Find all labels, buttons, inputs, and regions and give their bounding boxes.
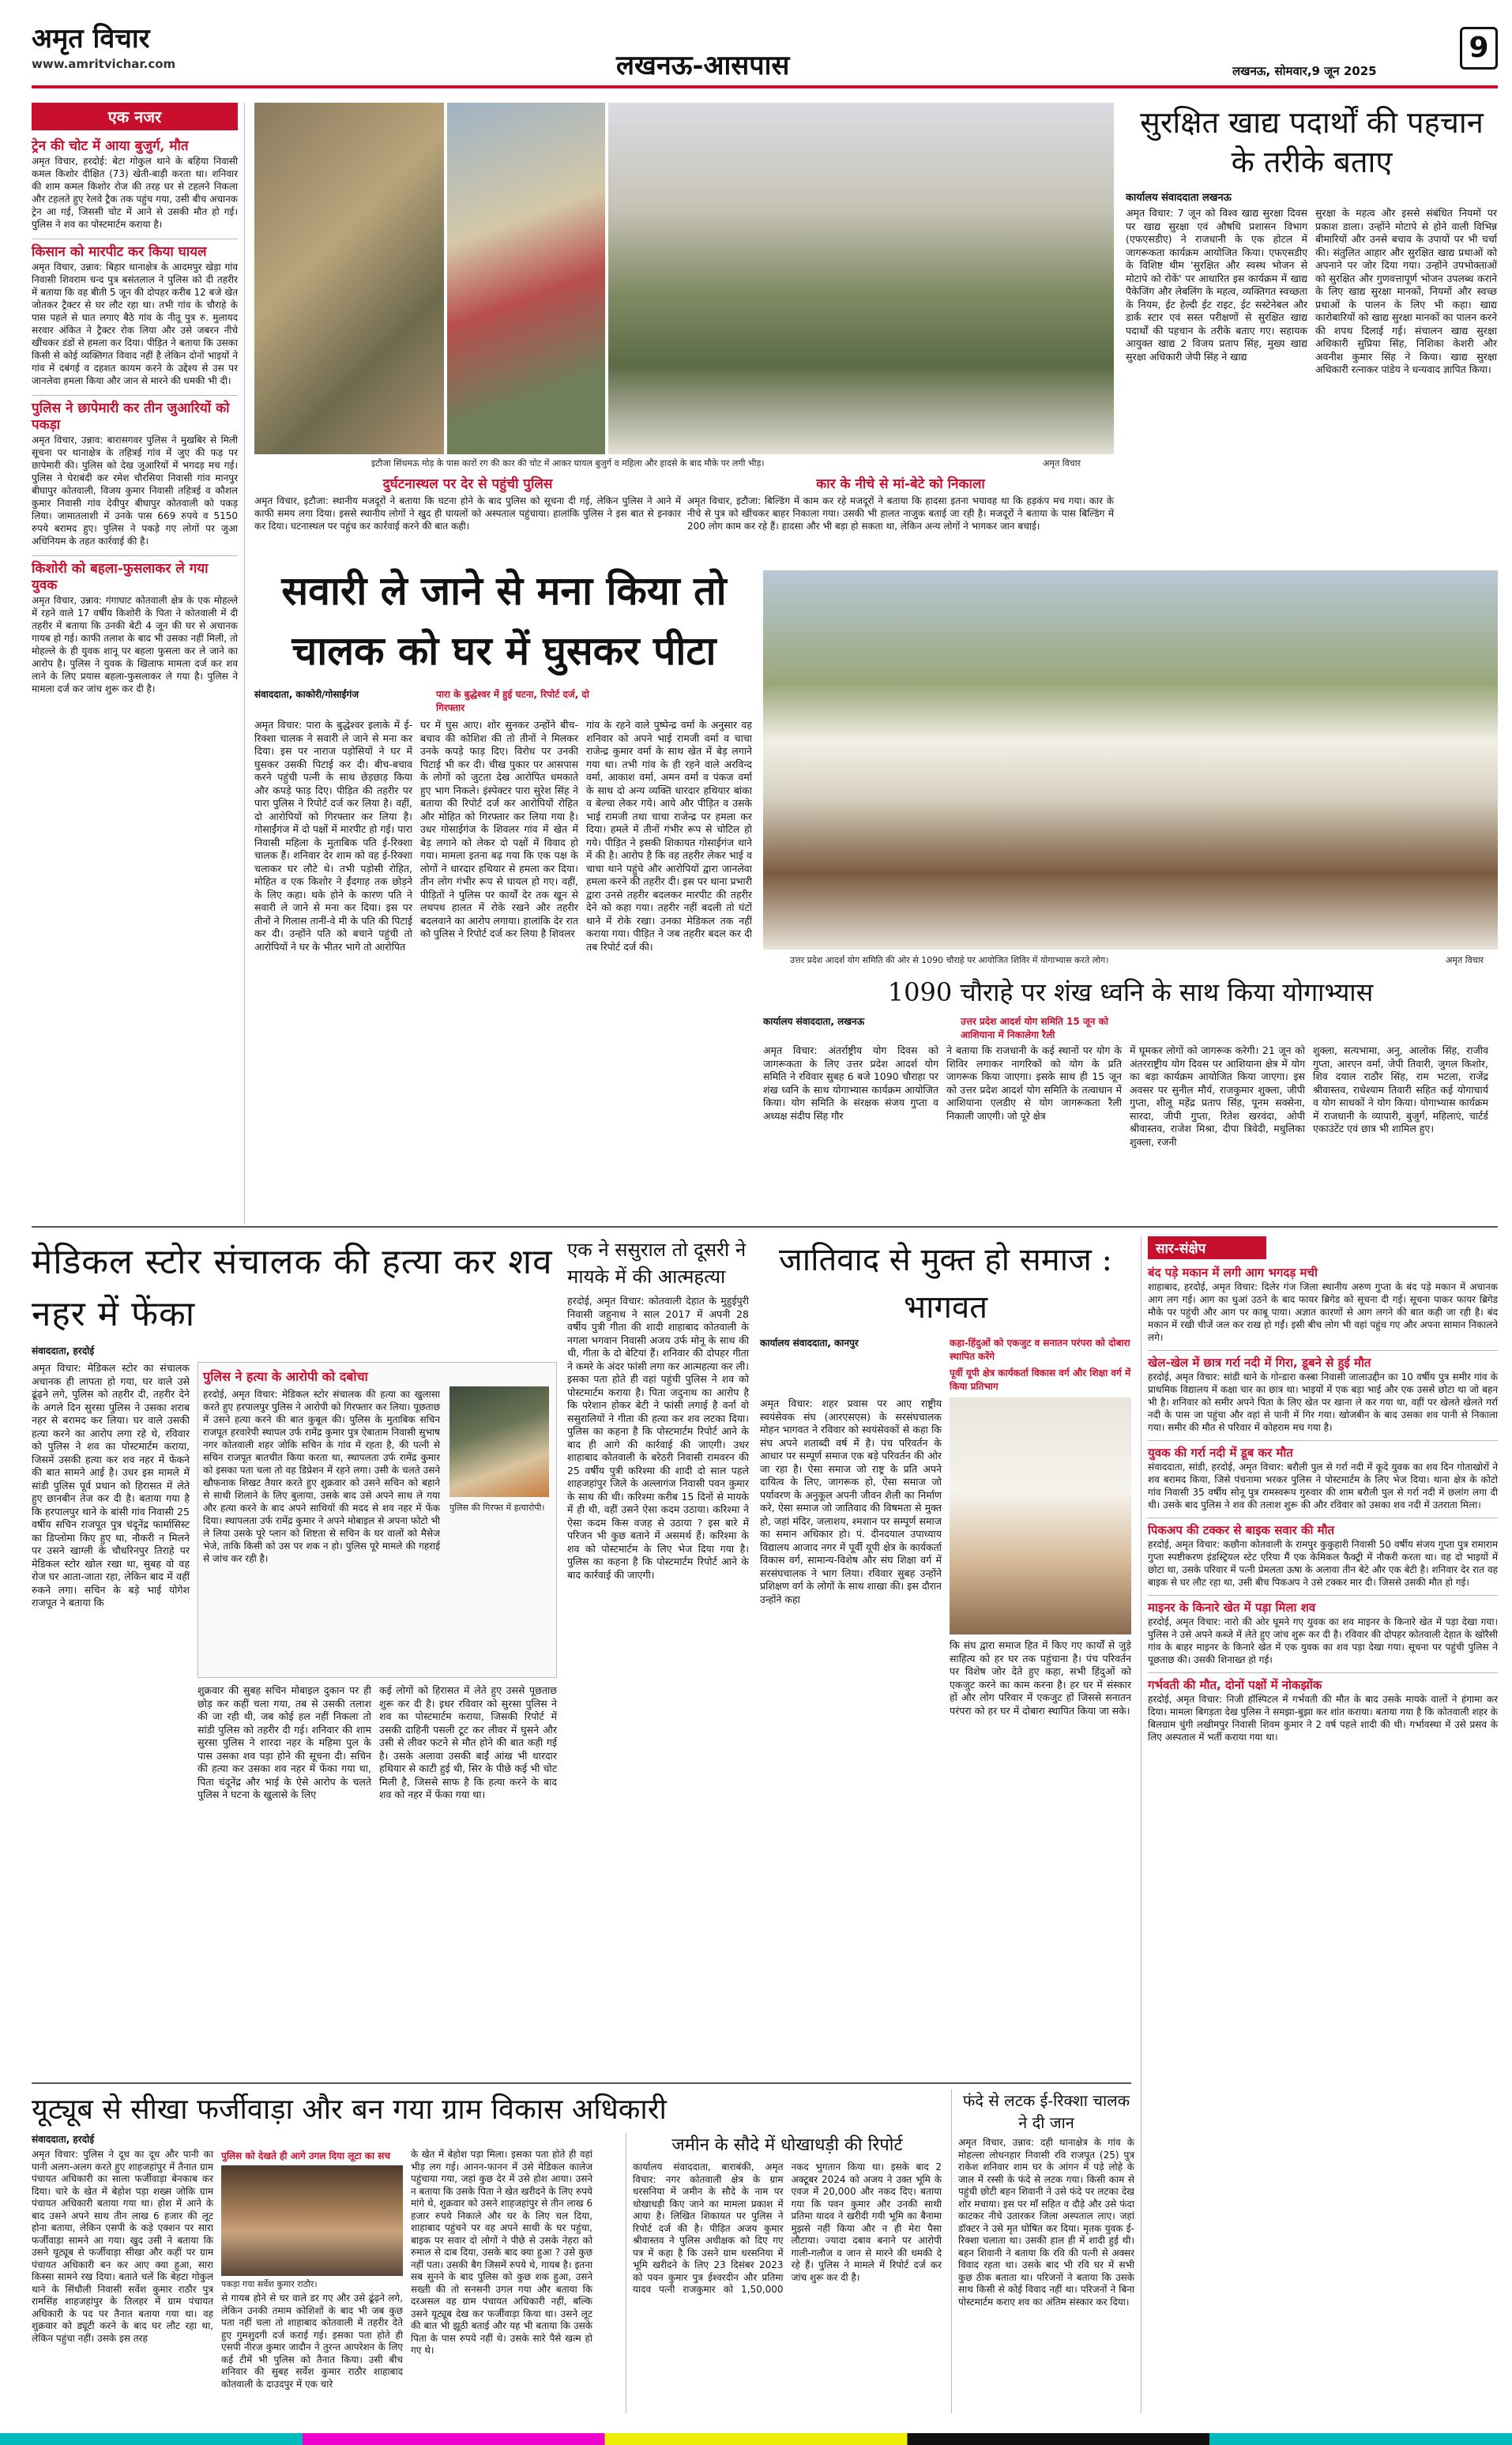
brief-mother-son: [687, 474, 1114, 532]
ek-nazar-label: एक नजर: [32, 103, 238, 130]
brief-police-late: [254, 474, 681, 532]
photo-accident-crowd: [608, 103, 1114, 454]
photo-bhagwat: [950, 1397, 1131, 1634]
news-body: हरदोई, अमृत विचार: निजी हॉस्पिटल में गर्भवती की मौत के बाद उसके मायके वालों ने हंगामा कर दिया। मामला बिगड़ता देख पुलिस ने समझा-बुझा कर शांत कराया। बताया गया है कि कोतवाली शहर के बिलग्राम चुंगी लखीमपुर निवासी शिवम कुमार ने 2 वर्ष पहले शादी की थी। गर्भावस्था में उसे प्रसव के लिए अस्पताल में भर्ती कराया गया था।: [1148, 1694, 1498, 1743]
driver-article: [254, 561, 754, 1217]
news-body: अमृत विचार, हरदोई: बेटा गोकुल थाने के बहिया निवासी कमल किशोर दीक्षित (73) खेती-बाड़ी करता था। शनिवार की शाम कमल किशोर रोज की तरह घर से टहलने निकला और टहलते हुए रेलवे ट्रैक तक पहुंच गया, उसी बीच अचानक ट्रेन आ गई, जिससी चोट में आने से उसकी मौत हो गई। पुलिस ने शव का पोस्टमार्टम कराया है।: [32, 156, 238, 230]
sar-sankshep: [1141, 1236, 1498, 2413]
sar-label: सार-संक्षेप: [1148, 1236, 1266, 1259]
headline: यूट्यूब से सीखा फर्जीवाड़ा और बन गया ग्राम विकास अधिकारी: [32, 2093, 667, 2126]
byline: संवाददाता, काकोरी/गोसाईंगंज: [254, 689, 359, 700]
brief-title: दुर्घटनास्थल पर देर से पहुंची पुलिस: [382, 476, 553, 492]
photo-injured-elder: [254, 103, 444, 454]
arrest-box: [197, 1362, 557, 1678]
photo-accused: [449, 1386, 549, 1497]
article-col: में घूमकर लोगों को जागरूक करेगी। 21 जून को अंतरराष्ट्रीय योग दिवस पर आशियाना क्षेत्र में योग का बड़ा कार्यक्रम आयोजित किया जाएगा। इस अवसर पर सुनील मौर्य, राजकुमार शुक्ला, जीपी गुप्ता, शीलू महेंद्र प्रताप सिंह, पूनम सक्सेना, सारदा, जीपी गुप्ता, रितेश खरवंदा, ओपी श्रीवास्तव, राजेश मिश्रा, दीपा त्रिवेदी, मधुलिका शुक्ला, रजनी: [1130, 1044, 1305, 1148]
byline: कार्यालय संवाददाता, लखनऊ: [763, 1016, 865, 1027]
headline: सुरक्षित खाद्य पदार्थों की पहचान के तरीके बताए: [1140, 105, 1484, 179]
article-col: शुक्रवार की सुबह सचिन मोबाइल दुकान पर ही छोड़ कर कहीं चला गया, तब से उसकी तलाश की जा रही थी, जब कोई हल नहीं निकला तो सांडी पुलिस को तहरीर दी गई। शनिवार की शाम सुरसा पुलिस ने शारदा नहर के महिमा पुल के पास उसका शव पड़ा होने की सूचना दी। सचिन की हत्या कर उसका शव नहर में फेंका गया था, पिता चंदूनेंद्र और भाई के ऐसे आरोप के चलते पुलिस ने घटना के खुलासे के लिए: [197, 1684, 371, 1800]
news-body: अमृत विचार, उन्नाव: गंगाघाट कोतवाली क्षेत्र के एक मोहल्ले में रहने वाले 17 वर्षीय किशोरी के पिता ने कोतवाली में दी तहरीर में बताया कि उनकी बेटी 4 जून की घर से अचानक गायब हो गई। काफी तलाश के बाद भी उसका नहीं मिली, तो मोहल्ले के ही युवक शानू पर बहला फुसला कर ले जाने का आरोप है। पुलिस ने युवक के खिलाफ मामला दर्ज कर शव लाने के लिए प्रयास बहला-फुसलाकर ले गया है। पुलिस ने मामला दर्ज कर जांच शुरू कर दी है।: [32, 595, 238, 694]
news-title: पिकअप की टक्कर से बाइक सवार की मौत: [1148, 1523, 1335, 1537]
article-col: अमृत विचार: पारा के बुद्धेश्वर इलाके में ई-रिक्शा चालक ने सवारी ले जाने से मना कर दिया। इस पर नाराज पड़ोसियों ने घर में घुसकर उसकी पिटाई कर दी। बीच-बचाव करने पहुंची पत्नी के साथ छेड़छाड़ किया और कपड़े फाड़ दिए। पीड़ित की तहरीर पर पारा पुलिस ने रिपोर्ट दर्ज कर लिया है। वहीं, दो आरोपियों को गिरफ्तार कर लिया है। गोसाईंगंज में दो पक्षों में मारपीट हो गई। पारा निवासी महिला के मुताबिक पति ई-रिक्शा चालक हैं। शनिवार देर शाम को वह ई-रिक्शा चलाकर घर लौटे थे। तभी पड़ोसी रोहित, मोहित व एक किशोर ने ईंदगाह तक छोड़ने के लिए कहा। थके होने के कारण पति ने सवारी ले जाने से मना कर दिया। इस पर तीनों ने गिलास तानीं-वे मी के पति की पिटाई कर दी। उन्होंने पति को बचाने पहुंची तो आरोपियों ने घर के भीतर भागे तो आरोपित: [254, 719, 412, 953]
news-title: गर्भवती की मौत, दोनों पक्षों में नोकझोंक: [1148, 1678, 1322, 1692]
photo-accused-officer: [221, 2165, 403, 2276]
article-col: गांव के रहने वाले पुष्पेन्द्र वर्मा के अनुसार वह शनिवार को अपने भाई रामजी वर्मा व चाचा राजेन्द्र कुमार वर्मा के साथ खेत में बेड़ लगाने गया था। तभी गांव के ही रहने वाले अरविन्द वर्मा, आकाश वर्मा, अमन वर्मा व पंकज वर्मा के साथ दो अन्य व्यक्ति धारदार हथियार बांका व बेल्चा लेकर गये। आये और पीड़ित व उसके भाई रामजी तथा चाचा राजेन्द्र पर हमला कर दिया। हमले में तीनों गंभीर रूप से चोटिल हो गये। पीड़ित ने इसकी शिकायत गोसाईगंज थाने में की है। आरोप है कि वह तहरीर लेकर भाई व चाचा थाने पहुंचे और आरोपियों द्वारा जानलेवा हमला करने की तहरीर दी। इस पर थाना प्रभारी द्वारा उनसे तहरीर बदलकर मारपीट की तहरीर देने को कहा गया। तहरीर नहीं बदली तो घंटों थाने में रोके रखा। उनका मेडिकल तक नहीं कराया गया। पीड़ित ने जब तहरीर बदल कर दी तब रिपोर्ट दर्ज की।: [586, 719, 752, 953]
brief-body: अमृत विचार, इटौजा: स्थानीय मजदूरों ने बताया कि घटना होने के बाद पुलिस को सूचना दी गई, लेकिन पुलिस ने आने में काफी समय लगा दिया। इससे स्थानीय लोगों ने खुद ही घायलों को अस्पताल पहुंचाया। हालांकि पुलिस ने इस बात से इनकार कर दिया। घटनास्थल पर पहुंच कर कार्रवाई करने की बात कही।: [254, 495, 681, 532]
news-title: युवक की गर्रा नदी में डूब कर मौत: [1148, 1446, 1293, 1460]
news-body: संवाददाता, सांडी, हरदोई, अमृत विचार: बरौली पुल से गर्रा नदी में कूदे युवक का शव दिन गोताखोरों ने शव बरामद किया, जिसे पंचनामा भरकर पुलिस ने पोस्टमार्टम के लिए भेज दिया। थाना क्षेत्र के कोटो गांव निवासी 35 वर्षीय सोनू पुत्र रामस्वरूप गुरुवार की शाम बरौली पुल से गर्रा नदी में छलांग लगा दी थी। उसके बाद पुलिस ने शव की तलाश शुरू की और रविवार को उसका शव नदी में उतराता मिला।: [1148, 1461, 1498, 1510]
sar-item: [1148, 1266, 1498, 1344]
safe-food-article: [1126, 103, 1498, 569]
news-body: अमृत विचार, उन्नाव: बारासगवर पुलिस ने मुखबिर से मिली सूचना पर थानाक्षेत्र के तहित्रई गांव में जुए की फड़ पर छापेमारी की। पुलिस को देख जुआरियों में भगदड़ मच गई। पुलिस ने घेराबंदी कर रमेश चौरसिया निवासी गांव मानपुर बीघापुर कोतवाली, विजय कुमार निवासी तहित्रई व कौशल कुमार निवासी गांव देवीपुर बीघापुर कोतवाली को पकड़ लिया। जामातलाशी में उनके पास 669 रुपये व 5150 रुपये बरामद हुए। पुलिस ने पकड़े गए लोगों पर जुआ अधिनियम के तहत कार्रवाई की है।: [32, 434, 238, 547]
kicker: पूर्वी यूपी क्षेत्र कार्यकर्ता विकास वर्ग और शिक्षा वर्ग में किया प्रतिभाग: [950, 1367, 1131, 1392]
divider: [32, 2082, 1131, 2084]
ek-nazar-column: [32, 103, 245, 1224]
article-body: हरदोई, अमृत विचार: कोतवाली देहात के मुहुईपुरी निवासी जहुनाथ ने साल 2017 में अपनी 28 वर्षीय पुत्री गीता की शादी शाहाबाद कोतवाली के नगला भगवान निवासी अजय उर्फ मोनू के साथ की थी, गीता के दो बेटियां हैं। शनिवार की दोपहर गीता ने कमरे के अंदर फांसी लगा कर आत्महत्या कर ली। इसका पता होते ही वहां पहुंची पुलिस ने शव को पोस्टमार्टम कराया है। पिता जदुनाथ का आरोप है कि परेशान होकर बेटी ने फांसी लगाई है वर्ना वो ससुरालियों ने गीता की हत्या कर शव लटका दिया। पुलिस का कहना है कि पोस्टमार्टम रिपोर्ट आने के बाद ही आगे की कार्रवाई की जाएगी। उधर शाहाबाद कोतवाली के बरेठरी निवासी रामवरन की 25 वर्षीय पुत्री करिश्मा की शादी दो साल पहले शाहजहांपुर जिले के अल्लागंज निवासी पवन कुमार के साथ की थी। करिश्मा करीब 15 दिनों से मायके में ही थी, वहीं उसने ऐसा कदम उठाया। करिश्मा ने ऐसा कदम किस वजह से उठाया ? इस बारे में परिजन भी कुछ बताने में असमर्थ हैं। करिश्मा के शव को पोस्टमार्टम के लिए भेज दिया गया है। पुलिस का कहना है कि पोस्टमार्टम रिपोर्ट आने के बाद कार्रवाई की जाएगी।: [567, 1295, 749, 1581]
photo-caption: पुलिस की गिरफ्त में हत्यारोपी।: [449, 1503, 545, 1513]
article-col: ने बताया कि राजधानी के कई स्थानों पर योग के शिविर लगाकर नागरिकों को योग के प्रति जागरूक किया जाएगा। इसके साथ ही 15 जून को उत्तर प्रदेश आदर्श योग समिति के तत्वाधान में आशियाना एलडीए से योग जागरूकता रैली निकाली जाएगी। जो पूरे क्षेत्र: [946, 1044, 1122, 1122]
news-title: पुलिस ने छापेमारी कर तीन जुआरियों को पकड़ा: [32, 401, 230, 433]
logo: अमृत विचार: [32, 23, 150, 55]
box-body: हरदोई, अमृत विचार: मेडिकल स्टोर संचालक की हत्या का खुलासा करते हुए हरपालपुर पुलिस ने आरोपी को गिरफ्तार कर लिया। पूछताछ में उसने हत्या करने की बात कुबूल की। पुलिस के मुताबिक सचिन राजपूत हरवारेपी स्थापल उर्फ रामेंद्र कुमार पुत्र ऐबाताम निवासी सुभाष नगर कोतवाली शहर जोकि सचिन के गांव में रहता है, की पत्नी से सचिन राजपूत बातचीत किया करता था, स्थापलता उर्फ रामेंद्र कुमार को इसका पता चला तो वह डिप्रेशन में रहने लगा। उसी के चलते उसने खौफनाक शिखट तैयार करते हुए शुक्रवार को उसने सचिन को बहाने से साथी शिलाने के लिए बुलाया, उसके बाद उसे अपने साथ ले गया और हत्या करने के बाद अपने साथियों की मदद से शव नहर में फेंक दिया। स्थापलता उर्फ रामेंद्र कुमार ने अपने मोबाइल से अपना फोटो भी ले लिया उसके पूरे प्लान को शिष्टता से सचिन के घर वालों को मैसेज भेजे, ताकि किसी को उस पर शक न हो। पुलिस पूरे मामले की गहराई से जांच कर रही है।: [203, 1389, 440, 1564]
news-body: शाहाबाद, हरदोई, अमृत विचार: दिलेर गंज जिला स्थानीय अरुण गुप्ता के बंद पड़े मकान में अचानक आग लग गई। आग का धुआं उठने के बाद फायर ब्रिगेड को सूचना दी गई। सूचना पाकर फायर ब्रिगेड मौके पर पहुंची और आग पर काबू पाया। अज्ञात कारणों से आग लगने की बात कही जा रही है। बंद मकान में रखी चीजें जल कर राख हो गईं। इसी बीच लोग भी वहां पहुंच गए और अपना सामान निकालने लगे।: [1148, 1281, 1498, 1343]
article-col: सुरक्षा के महत्व और इससे संबंधित नियमों पर प्रकाश डाला। उन्होंने मोटापे से होने वाली विभिन्न बीमारियों और उनसे बचाव के उपायों पर भी चर्चा की। संतुलित आहार और सुरक्षित खाद्य प्रथाओं को अपनाने पर जोर दिया गया। उन्होंने उपभोक्ताओं को सुरक्षित और गुणवत्तापूर्ण भोजन उपलब्ध कराने के लिए खाद्य सुरक्षा मानकों, नियमों और स्वच्छ प्रथाओं के पालन के लिए भी कहा। खाद्य कारोबारियों को खाद्य सुरक्षा मानकों का पालन करने की शपथ दिलाई गई। संचालन खाद्य सुरक्षा अधिकारी सुप्रिया सिंह, निशिका केशरी और अवनीश कुमार सिंह ने किया। खाद्य सुरक्षा अधिकारी रत्नाकर पांडेय ने धन्यवाद ज्ञापित किया।: [1315, 207, 1497, 375]
byline: कार्यालय संवाददाता, कानपुर: [760, 1337, 859, 1349]
article-col: घर में घुस आए। शोर सुनकर उन्होंने बीच-बचाव की कोशिश की तो तीनों ने मिलकर उनके कपड़े फाड़ दिए। विरोध पर उनकी पिटाई भी कर दी। चीख पुकार पर आसपास के लोगों को जुटता देख आरोपित धमकाते हुए भाग निकले। इंस्पेक्टर पारा सुरेश सिंह ने बताया की रिपोर्ट दर्ज कर आरोपियों रोहित और मोहित को गिरफ्तार कर लिया गया है। उधर गोसाईगंज के शिवलर गांव में खेत में बेड़ लगाने को लेकर दो पक्षों में विवाद हो गया। मामला इतना बढ़ गया कि एक पक्ष के लोगों ने धारदार हथियार से हमला कर दिया। तीन लोग गंभीर रूप से घायल हो गए। वहीं, पीड़ितों ने पुलिस पर कार्यों देर तक खून से लथपथ हालत में रोके रखने और तहरीर बदलवाने का आरोप लगाया। हालांकि देर रात को पुलिस ने रिपोर्ट दर्ज कर लिया है शिवलर: [420, 719, 578, 939]
news-title: किसान को मारपीट कर किया घायल: [32, 244, 207, 260]
article-col: अमृत विचार: शहर प्रवास पर आए राष्ट्रीय स्वयंसेवक संघ (आरएसएस) के सरसंघचालक मोहन भागवत ने रविवार को स्वयंसेवकों से कहा कि संघ अपने शताब्दी वर्ष में है। पंच परिवर्तन के आधार पर सम्पूर्ण समाज एक बड़े परिवर्तन की ओर जा रहा है। ऐसा समाज जो राष्ट्र के प्रति अपने दायित्व के लिए, जागरूक हो, ऐसा समाज जो पर्यावरण के अनुकूल अपनी जीवन शैली का निर्माण करे, ऐसा समाज जो जातिवाद की विषमता से मुक्त हो, जहां मंदिर, जलाशय, श्मशान पर सम्पूर्ण समाज का समान अधिकार हो। पं. दीनदयाल उपाध्याय विद्यालय आजाद नगर में पूर्वी यूपी क्षेत्र के कार्यकर्ता विकास वर्ग, सामान्य-विशेष और संघ शिक्षा वर्ग में सरसंघचालक ने भाग लिया। रविवार सुबह उन्होंने प्रशिक्षण वर्ग के लोगों के साथ शाखा की। इस दौरान उन्होंने कहा: [760, 1397, 942, 1605]
headline: सवारी ले जाने से मना किया तो चालक को घर में घुसकर पीटा: [281, 567, 727, 674]
article-col: अमृत विचार: अंतर्राष्ट्रीय योग दिवस को जागरूकता के लिए उत्तर प्रदेश आदर्श योग समिति ने रविवार सुबह 6 बजे 1090 चौराहा पर शंख ध्वनि के साथ योगाभ्यास कार्यक्रम आयोजित किया। योग समिति के संरक्षक संजय गुप्ता व अध्यक्ष संदीप सिंह गौर: [763, 1044, 938, 1122]
photo-credit: अमृत विचार: [1446, 955, 1484, 965]
byline: कार्यालय संवाददाता लखनऊ: [1126, 192, 1232, 204]
photo-caption: पकड़ा गया सर्वेश कुमार राठौर।: [221, 2279, 318, 2289]
news-body: हरदोई, अमृत विचार: सांडी थाने के गोन्डारा कस्बा निवासी जालाउद्दीन का 10 वर्षीय पुत्र समीर गांव के प्राथमिक विद्यालय में कक्षा चार का छात्र था। भाइयों में एक बड़ा भाई और एक उससे छोटा था जो बहन भी है। शनिवार को समीर अपने पिता के लिए खेत पर खाना ले कर गया था, वहीं पर खेलते खेलते गर्रा नदी के पास जा पहुंचा और वहां से पानी में गिर गया। खोजबीन के बाद उसका शव पानी से निकाला गया। समीर की मौत से परिवार में कोहराम मच गया है।: [1148, 1371, 1498, 1433]
photo-credit: अमृत विचार: [1043, 458, 1081, 468]
photo-injured-woman: [447, 103, 605, 454]
article-col: कि संघ द्वारा समाज हित में किए गए कार्यों से जुड़े साहित्य को हर घर तक पहुंचाना है। पंच परिवर्तन पर विशेष जोर देते हुए कहा, सभी हिंदुओं को एकजुट करने का काम करना है। हर घर में संस्कार हों और लोग परिवार में एकजुट हों जिससे सनातन परंपरा को हर घर में दोबारा स्थापित किया जा सके।: [950, 1639, 1131, 1717]
headline: मेडिकल स्टोर संचालक की हत्या कर शव नहर में फेंका: [32, 1242, 553, 1334]
article-col: के खेत में बेहोश पड़ा मिला। इसका पता होते ही वहां भीड़ लग गई। आनन-फानन में उसे मेडिकल कालेज पहुंचाया गया, जहां कुछ देर में उसे होश आया। उसने न बताया कि उसके पिता ने खेत खरीदने के लिए रुपये मांगे थे, शुक्रवार को उसने शाहजहांपुर से तीन लाख 6 हजार रुपये निकाले और घर के लिए चल दिया, शाहाबाद पहुंचने पर वह अपने साथी के घर पहुंचा, बाइक पर सवार दो लोगों ने पीछे से उसके नेहरा को रुमाल से दाब दिया, उसके बाद क्या हुआ ? उसे कुछ नहीं पता। उसकी बैग जिसमें रुपये थे, गायब है। इतना सब सुनने के बाद पुलिस को कुछ शक हुआ, उसने सख्ती की तो सनसनी उगल गया और बताया कि दरअसल वह ग्राम पंचायत अधिकारी नहीं, बल्कि उसने यूट्यूब देख कर फर्जीवाड़ा किया था। उसने लूट की बात भी झूठी बताई और यह भी बताया कि उसके पिता के पास रुपये नहीं थे। उसके सारे पैसे खत्म हो गए थे।: [411, 2149, 593, 2356]
photo-caption: इटौजा सिंधमऊ मोड़ के पास कारों रग की कार की चोट में आकर घायल बुजुर्ग व महिला और हादसे के बाद मौके पर लगी भीड़।: [371, 458, 765, 468]
site-url: www.amritvichar.com: [32, 57, 176, 71]
kicker: पारा के बुद्धेश्वर में हुई घटना, रिपोर्ट दर्ज, दो गिरफ्तार: [436, 689, 589, 713]
sasural-article: [567, 1236, 749, 2074]
article-body: कार्यालय संवाददाता, बाराबंकी, अमृत विचार: नगर कोतवाली क्षेत्र के ग्राम धरसनिया में जमीन के सौदे के नाम पर धोखाधड़ी किए जाने का मामला प्रकाश में आया है। लिखित शिकायत पर पुलिस ने रिपोर्ट दर्ज की है। पीड़ित अजय कुमार श्रीवास्तव ने पुलिस अधीक्षक को दिए गए पत्र में कहा है कि उसने ग्राम धरसनिया में भूमि खरीदने के लिए 23 दिसंबर 2023 को पवन कुमार पुत्र ईश्वरदीन और प्रतिमा यादव पत्नी राजकुमार को 1,50,000 नकद भुगतान किया था। इसके बाद 2 अक्टूबर 2024 को अजय ने उक्त भूमि के एवज में 20,000 और नकद दिए। बताया गया कि पवन कुमार और उनकी साथी प्रतिमा यादव ने खरीदी गयी भूमि का बैनामा मुझसे नहीं किया और न ही मेरा पैसा लौटाया। ज्यादा दबाव बनाने पर आरोपी गाली-गलौज व जान से मारने की धमकी दे रहे हैं। पुलिस ने मामले में रिपोर्ट दर्ज कर जांच शुरू कर दी है।: [633, 2161, 942, 2295]
byline: संवाददाता, हरदोई: [32, 2134, 95, 2145]
news-title: खेल-खेल में छात्र गर्रा नदी में गिरा, डूबने से हुई मौत: [1148, 1356, 1371, 1370]
yoga-article: [763, 973, 1498, 1217]
article-col: से गायब होने से घर वाले डर गए और उसे ढूंढ़ने लगे, लेकिन उनकी तमाम कोशिशों के बाद भी जब कुछ पता नहीं चला तो शाहाबाद कोतवाली में तहरीर देते हुए गुमशुदगी दर्ज कराई गई। इसका पता होते ही एसपी नीरज कुमार जादौन ने तुरन्त आपरेशन के लिए कई टीमें भी पुलिस को तैनात किया। उसी बीच शनिवार की सुबह सर्वेश कुमार राठौर शाहाबाद कोतवाली के दाउदपुर में एक चारे: [221, 2293, 403, 2390]
medical-article: [32, 1236, 557, 2074]
kicker: उत्तर प्रदेश आदर्श योग समिति 15 जून को आशियाना में निकालेगा रैली: [961, 1016, 1108, 1040]
news-body: अमृत विचार, उन्नाव: बिहार थानाक्षेत्र के आदमपुर खेड़ा गांव निवासी शिवराम चन्द पुत्र बसंतलाल ने पुलिस को दी तहरीर में बताया कि वह बीती 5 जून की दोपहर करीब 12 बजे खेत जोतकर ट्रैक्टर से घर लौट रहा था। तभी गांव के चौराहे के पास पहले से घात लगाए बैठे गांव के नीतू पुत्र रु. मुलायद सरवार अंकित ने ट्रैक्टर रोक लिया और उसे जबरन नीचे खींचकर डंडों से हमला कर दिया। पीड़ित ने बताया कि उसका किसी से कोई व्यक्तिगत विवाद नहीं है लेकिन दोनों भाइयों ने गांव में दबंगई व दहशत कायम करने के उद्देश्य से उस पर जानलेवा हमला किया और जान से मारने की धमकी भी दी।: [32, 261, 238, 386]
brief-title: कार के नीचे से मां-बेटे को निकाला: [816, 476, 985, 492]
sar-item: [1148, 1672, 1498, 1743]
headline: जातिवाद से मुक्त हो समाज : भागवत: [779, 1242, 1112, 1326]
brief-body: अमृत विचार, इटौजा: बिल्डिंग में काम कर रहे मजदूरों ने बताया कि हादसा इतना भयावह था कि हड़कंप मच गया। कार के नीचे से पुत्र को खींचकर बाहर निकाला गया। उसकी भी हालत नाजुक बताई जा रही है। मजदूरों ने बताया के पास बिल्डिंग में 200 लोग काम कर रहे हैं। हादसा और भी बड़ा हो सकता था, लेकिन अन्य लोगों ने भागकर जान बचाई।: [687, 495, 1114, 532]
news-body: हरदोई, अमृत विचार: कछौना कोतवाली के रामपुर कुकुहारी निवासी 50 वर्षीय संजय गुप्ता पुत्र रामाराम गुप्ता स्पष्टीकरण इंडस्ट्रियल स्टेट एरिया मैं एक केमिकल फैक्ट्री में नौकरी करता था। वह दो भाइयों में छोटा था, उसके परिवार में पत्नी प्रेमलता ऊषा के अलावा तीन बेटे और एक बेटी है। शनिवार देर रात वह बाइक से घर लौट रहा था, उसी बीच पिकअप ने उसे टक्कर मार दी। जिससे उसकी मौत हो गई।: [1148, 1539, 1498, 1588]
divider: [32, 1226, 1498, 1228]
headline: एक ने ससुराल तो दूसरी ने मायके में की आत्महत्या: [567, 1239, 747, 1288]
bottom-color-bar: [0, 2433, 1512, 2445]
masthead-rule: [32, 85, 1498, 88]
bhagwat-article: [760, 1236, 1131, 2074]
kicker: कहा-हिंदुओं को एकजुट व सनातन परंपरा को दोबारा स्थापित करेंगे: [950, 1337, 1130, 1362]
ek-nazar-item: [32, 138, 238, 231]
sar-item: [1148, 1518, 1498, 1589]
article-col: अमृत विचार: मेडिकल स्टोर का संचालक अचानक ही लापता हो गया, घर वाले उसे ढूंढ़ने लगे, पुलिस को तहरीर दी, तहरीर देने के अगले दिन सुरसा पुलिस ने उसका शराब नहर से बरामद कर लिया। घर वाले उसकी हत्या करने का आरोप लगा रहे थे, रविवार को पुलिस ने शव का पोस्टमार्टम कराया, जिसमें उसकी हत्या कर शव नहर में फेंकने की बात सामने आई है। उधर इस मामले में सांडी पुलिस पूर्व प्रधान को हिरासत में लेते हुए छानबीन तेज कर दी है। बताया गया है कि हरपालपुर थाने के बांसी गांव निवासी 25 वर्षीय सचिन राजपूत पुत्र चंदूनेंद्र फार्मासिस्ट का डिप्लोमा किए हुए था, नौकरी न मिलने पर उसने खाग्ली के चौधरिनपुर तिराहे पर मेडिकल स्टोर खोल रखा था, सुबह वो वह रोज घर आता-जाता रहा, लेकिन बाद में वहीं रुकने लगा। सचिन के बड़े भाई योगेश राजपूत ने बताया कि: [32, 1362, 190, 1608]
sar-item: [1148, 1595, 1498, 1666]
article-body: अमृत विचार, उन्नाव: दही थानाक्षेत्र के गांव के मोहल्ला लोधनहार निवासी रवि राजपूत (25) पुत्र राकेश शनिवार शाम घर के आंगन में पड़े लोहे के जाल में रस्सी के फंदे से लटक गया। किसी काम से पहुंची छोटी बहन शिवानी ने उसे फंदे पर लटका देख शोर मचाया। इस पर माँ सहित व दौड़े और उसे फंदा काटकर नीचे उतारकर जिला अस्पताल लाए। जहां डॉक्टर ने उसे मृत घोषित कर दिया। मृतक युवक ई-रिक्शा चलाता था। उसकी हाल ही में शादी हुई थी। बहन शिवानी ने बताया कि रवि की पत्नी से अक्सर विवाद रहता था। उसके बाद भी रवि घर में सभी कुछ ठीक बताता था। परिजनों ने बताया कि उसके साथ किसी से कोई विवाद नहीं था। परिजनों ने बिना पोस्टमार्टम कराए शव का अंतिम संस्कार कर दिया।: [958, 2137, 1134, 2308]
ek-nazar-item: [32, 395, 238, 547]
sar-item: [1148, 1440, 1498, 1511]
news-title: माइनर के किनारे खेत में पड़ा मिला शव: [1148, 1601, 1316, 1615]
headline: 1090 चौराहे पर शंख ध्वनि के साथ किया योगाभ्यास: [887, 977, 1374, 1007]
box-title: पुलिस ने हत्या के आरोपी को दबोचा: [203, 1369, 368, 1384]
ek-nazar-item: [32, 239, 238, 387]
article-col: अमृत विचार: पुलिस ने दूध का दूध और पानी का पानी अलग-अलग करते हुए शाहजहांपुर में तैनात ग्राम पंचायत अधिकारी का साला फर्जीवाड़ा बेनकाब कर दिया। चारे के खेत में बेहोश पड़ा शख्स जोकि ग्राम पंचायत अधिकारी बताया गया था। होश में आने के बाद उसने अपने साथ तीन लाख 6 हजार की लूट होना बताया, लेकिन एसपी के कड़े एक्शन पर सारा फर्जीवाड़ा सामने आ गया। खुद उसी ने बताया कि उसने यूट्यूब से फर्जीवाड़ा सीखा और कहीं पर ग्राम पंचायत अधिकारी बन कर आए क्या हुआ, सारा किस्सा सामने रख दिया। बताते चलें कि बेहटा गोकुल थाने के सिंधौली निवासी सर्वेश कुमार राठौर पुत्र रामसिंह शाहजहांपुर के तिलहर में ग्राम पंचायत अधिकारी के पद पर तैनात बताया गया था। वह शुक्रवार को ड्यूटी करने के बाद घर लौट रहा था, लेकिन पहुंचा नहीं। उसके इस तरह: [32, 2149, 213, 2344]
article-col: कई लोगों को हिरासत में लेते हुए उससे पूछताछ शुरू कर दी है। इधर रविवार को सुरसा पुलिस ने शव का पोस्टमार्टम कराया, जिसकी रिपोर्ट में उसकी दाहिनी पसली टूट कर लीवर में घुसने और उसी से लीवर फटने से मौत होने की बात कही गई है। उसके अलावा उसकी बाईं आंख भी धारदार हथियार से काटी हुई थी, सिर के पीछे कई भी चोट मिली है, जिससे साफ है कि हत्या करने के बाद शव को नहर में फेंका गया था।: [379, 1684, 557, 1800]
news-title: ट्रेन की चोट में आया बुजुर्ग, मौत: [32, 138, 189, 154]
article-col: अमृत विचार: 7 जून को विश्व खाद्य सुरक्षा दिवस पर खाद्य सुरक्षा एवं औषधि प्रशासन विभाग (एफएसडीए) ने राजधानी के एक होटल में जागरूकता कार्यक्रम आयोजित किया। एफएसडीए के विशिष्ट थीम 'सुरक्षित और स्वस्थ भोजन से मोटापे को रोकें' पर आधारित इस कार्यक्रम में खाद्य पैकेजिंग और लेबलिंग के महत्व, व्यक्तिगत स्वच्छता के नियम, ईट हेल्दी ईट राइट, ईट सस्टेनेबल और डार्क स्टार एवं सस्त परीक्षणों से सुरक्षित खाद्य पदार्थों की पहचान के तरीके बताए गए। सहायक आयुक्त खाद्य 2 विजय प्रताप सिंह, मुख्य खाद्य सुरक्षा अधिकारी जेपी सिंह ने खाद्य: [1126, 207, 1307, 363]
page-number: 9: [1460, 27, 1498, 70]
photo-caption: उत्तर प्रदेश आदर्श योग समिति की ओर से 1090 चौराहे पर आयोजित शिविर में योगाभ्यास करते लोग।: [790, 955, 1109, 965]
masthead: [0, 0, 1512, 87]
headline: फंदे से लटक ई-रिक्शा चालक ने दी जान: [962, 2091, 1130, 2132]
news-title: बंद पड़े मकान में लगी आग भगदड़ मची: [1148, 1266, 1318, 1280]
news-body: हरदोई, अमृत विचार: नारो की ओर घूमने गए युवक का शव माइनर के किनारे खेत में पड़ा देखा गया। पुलिस ने उसे अपने कब्जे में लेते हुए जांच शुरू कर दी है। रविवार की दोपहर कोतवाली देहात के खोरैसी गांव के बाहर माइनर के किनारे खेत में एक युवक का शव पड़ा देखा गया। सूचना पर पहुंची पुलिस ने पूछताछ की। उसकी शिनाख्त हो गई।: [1148, 1616, 1498, 1665]
land-article: [626, 2133, 942, 2413]
ek-nazar-item: [32, 555, 238, 695]
photo-yoga: [763, 570, 1498, 950]
issue-date: लखनऊ, सोमवार,9 जून 2025: [1232, 64, 1377, 78]
headline: जमीन के सौदे में धोखाधड़ी की रिपोर्ट: [671, 2135, 903, 2155]
byline: संवाददाता, हरदोई: [32, 1345, 95, 1356]
kicker: पुलिस को देखते ही आगे उगल दिया लूटा का सच: [221, 2150, 390, 2161]
article-col: शुक्ला, सत्यभामा, अनु, आलोक सिंह, राजीव गुप्ता, आरएन वर्मा, जेपी तिवारी, जुगल किशोर, शिव दयाल राठौर सिंह, राम भटला, राजेंद्र श्रीवास्तव, राधेश्याम तिवारी सहित कई योगाचार्य व योग साधकों ने योग किया। योगाभ्यास कार्यक्रम में राजधानी के व्यापारी, बुजुर्ग, महिलाएं, चार्टर्ड एकाउंटेंट एवं छात्र भी शामिल हुए।: [1313, 1044, 1488, 1134]
news-title: किशोरी को बहला-फुसलाकर ले गया युवक: [32, 561, 209, 593]
section-title: लखनऊ-आसपास: [616, 50, 790, 81]
sar-item: [1148, 1350, 1498, 1434]
erickshaw-article: [951, 2090, 1134, 2413]
